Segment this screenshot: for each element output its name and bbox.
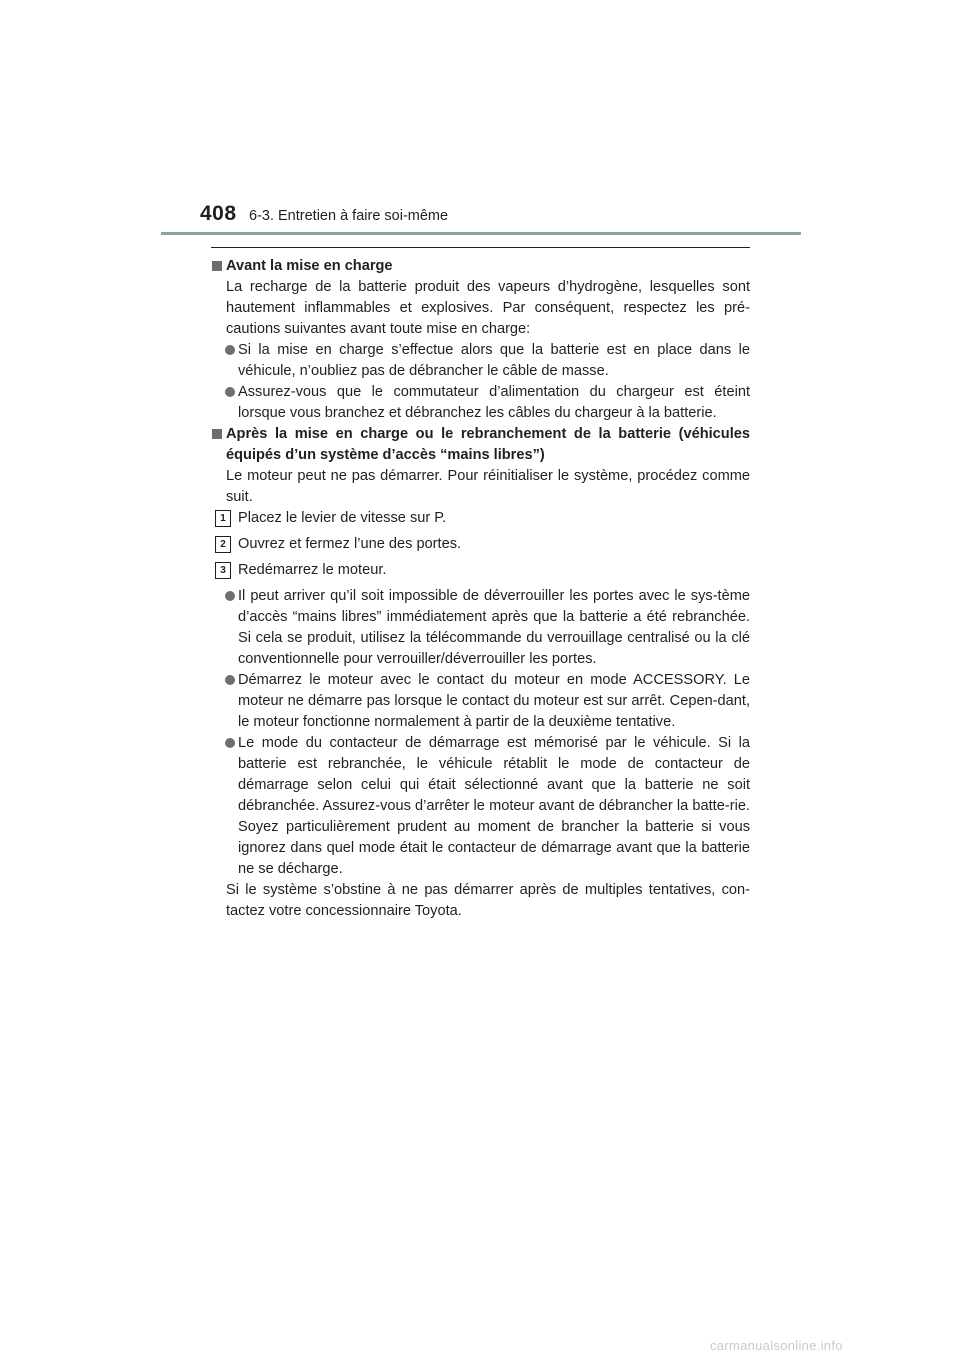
round-bullet-icon — [225, 345, 235, 355]
page-header — [0, 0, 960, 240]
bullet-text: Assurez-vous que le commutateur d’alimentation du chargeur est éteint lorsque vous branchez et débranchez les câbles du chargeur à la batterie. — [238, 384, 750, 421]
bullet-text: Il peut arriver qu’il soit impossible de déverrouiller les portes avec le sys-tème d’accès “mains libres” immédiatement après que la batterie a été rebranchée. Si cela se produit, utilisez la télécommande du verrouillage centralisé ou la clé conventionnelle pour verrouiller/déverrouiller les portes. — [238, 588, 750, 667]
heading-after-charging — [211, 424, 750, 466]
heading-before-charging — [211, 256, 750, 277]
bullet-text: Le mode du contacteur de démarrage est mémorisé par le véhicule. Si la batterie est rebranchée, le véhicule rétablit le mode de contacteur de démarrage selon celui qui était sélectionné avant que la batterie ne soit débranchée. Assurez-vous d’arrêter le moteur avant de débrancher la batte-rie. Soyez particulièrement prudent au moment de brancher la batterie si vous ignorez dans quel mode était le contacteur de démarrage avant que la batterie ne se décharge. — [238, 735, 750, 877]
step-text: Redémarrez le moteur. — [238, 562, 387, 578]
heading-text: Avant la mise en charge — [226, 258, 393, 274]
round-bullet-icon — [225, 387, 235, 397]
step-text: Placez le levier de vitesse sur P. — [238, 510, 447, 526]
square-bullet-icon — [212, 429, 222, 439]
section-title: 6-3. Entretien à faire soi-même — [249, 208, 449, 224]
list-item — [211, 340, 750, 382]
after-charging-intro: Le moteur peut ne pas démarrer. Pour réinitialiser le système, procédez comme suit. — [226, 468, 750, 505]
bullet-text: Démarrez le moteur avec le contact du moteur en mode ACCESSORY. Le moteur ne démarre pas lorsque le contact du moteur est sur arrêt. Cepen-dant, le moteur fonctionne normalement à partir de la deuxième tentative. — [238, 672, 750, 730]
step-text: Ouvrez et fermez l’une des portes. — [238, 536, 462, 552]
list-item — [211, 586, 750, 670]
content-top-rule — [211, 247, 750, 248]
step-item — [211, 560, 750, 581]
page-number: 408 — [200, 202, 237, 225]
header-rule — [161, 232, 801, 235]
heading-text: Après la mise en charge ou le rebranchement de la batterie (véhicules équipés d’un système d’accès “mains libres”) — [226, 426, 750, 463]
list-item — [211, 733, 750, 880]
step-item — [211, 508, 750, 529]
list-item — [211, 382, 750, 424]
watermark: carmanualsonline.info — [710, 1338, 843, 1353]
step-number-badge: 1 — [215, 510, 231, 527]
step-number-badge: 2 — [215, 536, 231, 553]
step-number-badge: 3 — [215, 562, 231, 579]
page-content — [211, 256, 750, 922]
round-bullet-icon — [225, 675, 235, 685]
closing-paragraph: Si le système s’obstine à ne pas démarrer après de multiples tentatives, con-tactez votre concessionnaire Toyota. — [226, 882, 750, 919]
before-charging-intro: La recharge de la batterie produit des vapeurs d’hydrogène, lesquelles sont hautement inflammables et explosives. Par conséquent, respectez les pré-cautions suivantes avant toute mise en charge: — [226, 279, 750, 337]
round-bullet-icon — [225, 591, 235, 601]
square-bullet-icon — [212, 261, 222, 271]
list-item — [211, 670, 750, 733]
step-item — [211, 534, 750, 555]
bullet-text: Si la mise en charge s’effectue alors que la batterie est en place dans le véhicule, n’oubliez pas de débrancher le câble de masse. — [238, 342, 750, 379]
round-bullet-icon — [225, 738, 235, 748]
